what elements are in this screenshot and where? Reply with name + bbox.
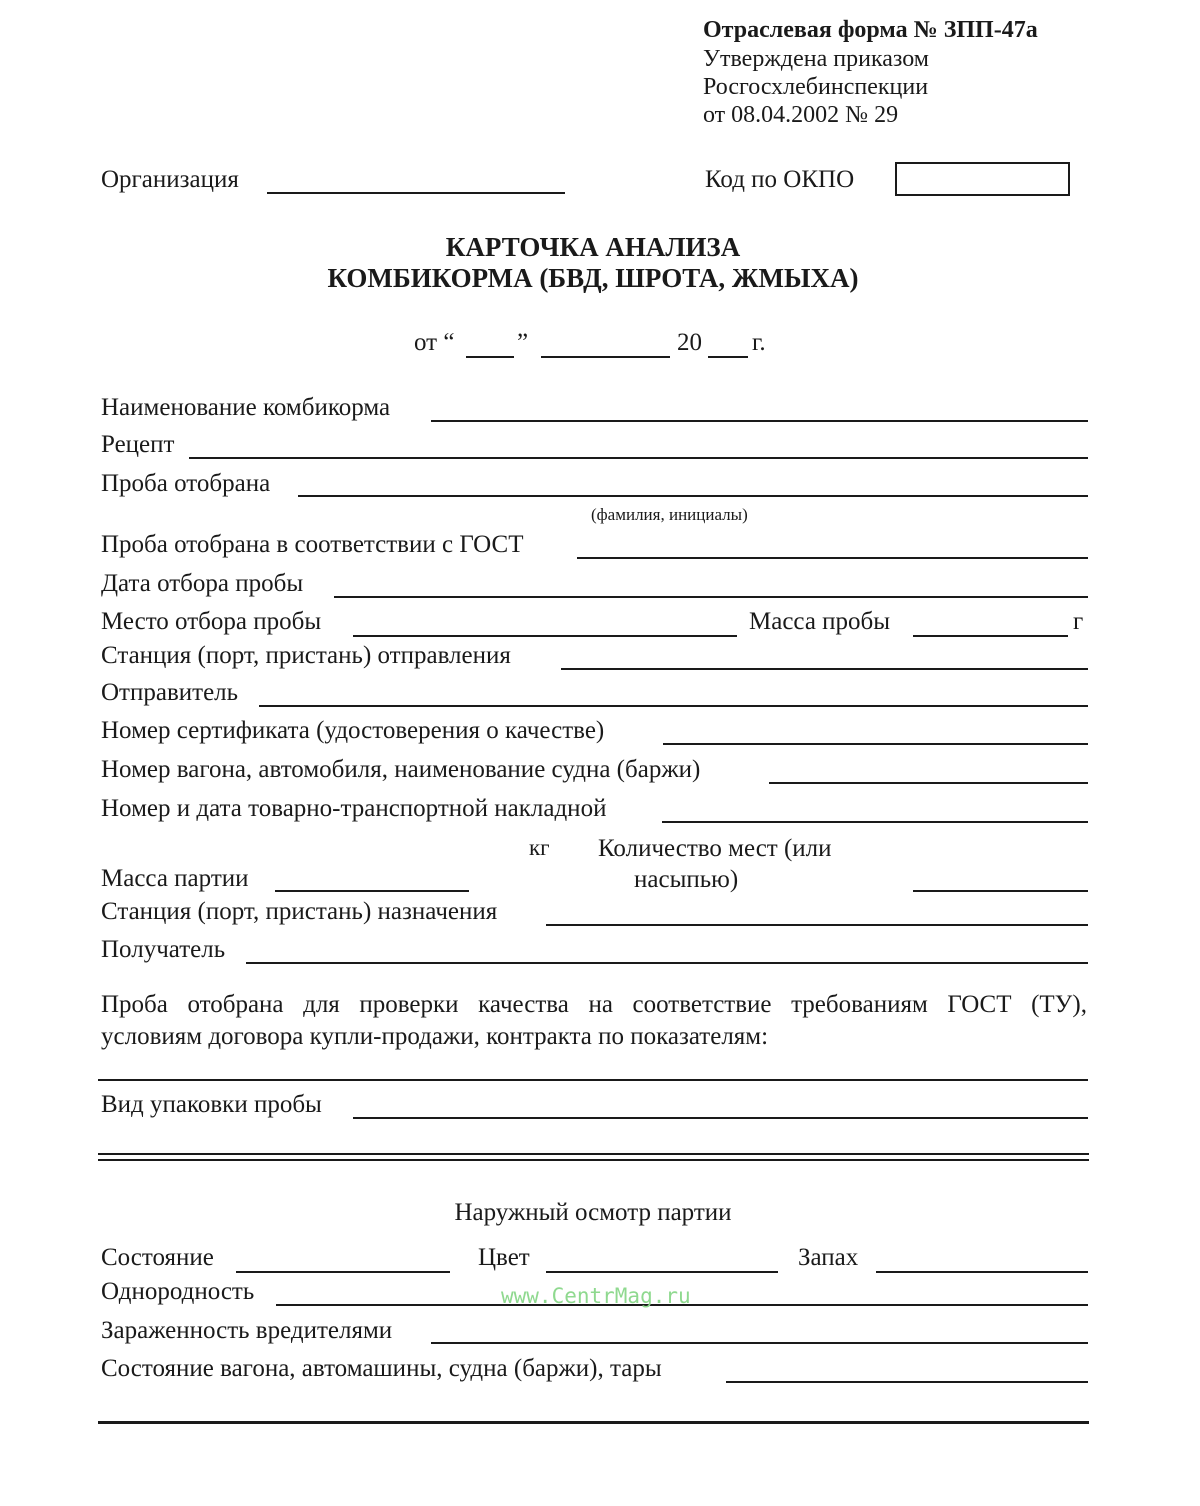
certificate-field[interactable]	[663, 743, 1088, 745]
color-field[interactable]	[546, 1271, 778, 1273]
destination-station-field[interactable]	[546, 924, 1088, 926]
date-day-field[interactable]	[466, 356, 514, 358]
approval-line-1: Утверждена приказом	[703, 46, 929, 72]
approval-line-2: Росгосхлебинспекции	[703, 74, 929, 100]
organization-label: Организация	[101, 166, 239, 193]
purpose-word: ГОСТ	[947, 991, 1012, 1018]
date-from-label: от “	[414, 329, 455, 356]
batch-mass-field[interactable]	[275, 890, 469, 892]
purpose-indicators-field[interactable]	[98, 1079, 1088, 1081]
recipe-label: Рецепт	[101, 431, 175, 458]
purpose-word: качества	[478, 991, 569, 1018]
gost-label: Проба отобрана в соответствии с ГОСТ	[101, 531, 524, 558]
recipe-field[interactable]	[189, 457, 1088, 459]
purpose-word: отобрана	[187, 991, 284, 1018]
date-year-prefix: 20	[677, 329, 702, 356]
sample-date-label: Дата отбора пробы	[101, 570, 304, 597]
recipient-field[interactable]	[246, 962, 1088, 964]
purpose-line-1	[101, 992, 1087, 1017]
approval-line-3: от 08.04.2002 № 29	[703, 102, 899, 128]
departure-station-field[interactable]	[561, 668, 1088, 670]
okpo-label: Код по ОКПО	[705, 166, 855, 193]
purpose-word: (ТУ),	[1031, 991, 1087, 1018]
places-label-line-2: насыпью)	[634, 866, 739, 893]
date-month-field[interactable]	[541, 356, 670, 358]
color-label: Цвет	[478, 1244, 530, 1271]
date-year-field[interactable]	[708, 356, 748, 358]
condition-label: Состояние	[101, 1244, 214, 1271]
waybill-field[interactable]	[662, 821, 1088, 823]
destination-station-label: Станция (порт, пристань) назначения	[101, 898, 498, 925]
purpose-word: для	[303, 991, 340, 1018]
sender-field[interactable]	[259, 705, 1088, 707]
condition-field[interactable]	[236, 1271, 450, 1273]
packaging-field[interactable]	[353, 1117, 1088, 1119]
uniformity-label: Однородность	[101, 1278, 255, 1305]
certificate-label: Номер сертификата (удостоверения о качестве)	[101, 717, 605, 744]
sample-place-label: Место отбора пробы	[101, 608, 322, 635]
sender-label: Отправитель	[101, 679, 239, 706]
card-title-line-1: КАРТОЧКА АНАЛИЗА	[445, 232, 741, 262]
name-hint: (фамилия, инициалы)	[591, 505, 748, 524]
card-title-line-2: КОМБИКОРМА (БВД, ШРОТА, ЖМЫХА)	[327, 263, 859, 293]
purpose-word: проверки	[359, 991, 459, 1018]
departure-station-label: Станция (порт, пристань) отправления	[101, 642, 511, 669]
feed-name-field[interactable]	[431, 420, 1088, 422]
gost-field[interactable]	[577, 557, 1088, 559]
watermark: www.CentrMag.ru	[501, 1284, 691, 1308]
purpose-word: Проба	[101, 991, 168, 1018]
wagon-label: Номер вагона, автомобиля, наименование судна (баржи)	[101, 756, 701, 783]
feed-name-label: Наименование комбикорма	[101, 394, 391, 421]
sample-date-field[interactable]	[334, 596, 1088, 598]
okpo-field[interactable]	[895, 162, 1070, 196]
form-number: Отраслевая форма № ЗПП-47а	[703, 17, 1038, 43]
packaging-label: Вид упаковки пробы	[101, 1091, 322, 1118]
sample-place-field[interactable]	[353, 635, 737, 637]
purpose-word: требованиям	[791, 991, 928, 1018]
purpose-word: соответствие	[632, 991, 772, 1018]
date-quote-close: ”	[517, 329, 529, 356]
separator-rule-bottom	[98, 1159, 1089, 1161]
date-year-suffix: г.	[752, 329, 766, 356]
separator-rule-top	[98, 1153, 1089, 1155]
transport-condition-field[interactable]	[726, 1381, 1088, 1383]
sample-mass-field[interactable]	[913, 635, 1068, 637]
recipient-label: Получатель	[101, 936, 226, 963]
places-field[interactable]	[913, 890, 1088, 892]
purpose-word: на	[588, 991, 613, 1018]
kg-unit: кг	[529, 835, 550, 860]
wagon-field[interactable]	[769, 782, 1088, 784]
sample-taken-by-field[interactable]	[298, 495, 1088, 497]
sample-mass-label: Масса пробы	[749, 608, 891, 635]
organization-field[interactable]	[267, 192, 565, 194]
batch-mass-label: Масса партии	[101, 865, 249, 892]
bottom-rule	[98, 1421, 1089, 1424]
smell-field[interactable]	[876, 1271, 1088, 1273]
sample-taken-by-label: Проба отобрана	[101, 470, 271, 497]
inspection-heading: Наружный осмотр партии	[454, 1199, 732, 1226]
purpose-line-2: условиям договора купли-продажи, контракта по показателям:	[101, 1023, 769, 1050]
smell-label: Запах	[798, 1244, 859, 1271]
transport-condition-label: Состояние вагона, автомашины, судна (баржи), тары	[101, 1355, 662, 1382]
places-label-line-1: Количество мест (или	[598, 835, 832, 862]
waybill-label: Номер и дата товарно-транспортной накладной	[101, 795, 607, 822]
infestation-label: Зараженность вредителями	[101, 1317, 393, 1344]
sample-mass-unit: г	[1073, 608, 1084, 635]
infestation-field[interactable]	[431, 1342, 1088, 1344]
